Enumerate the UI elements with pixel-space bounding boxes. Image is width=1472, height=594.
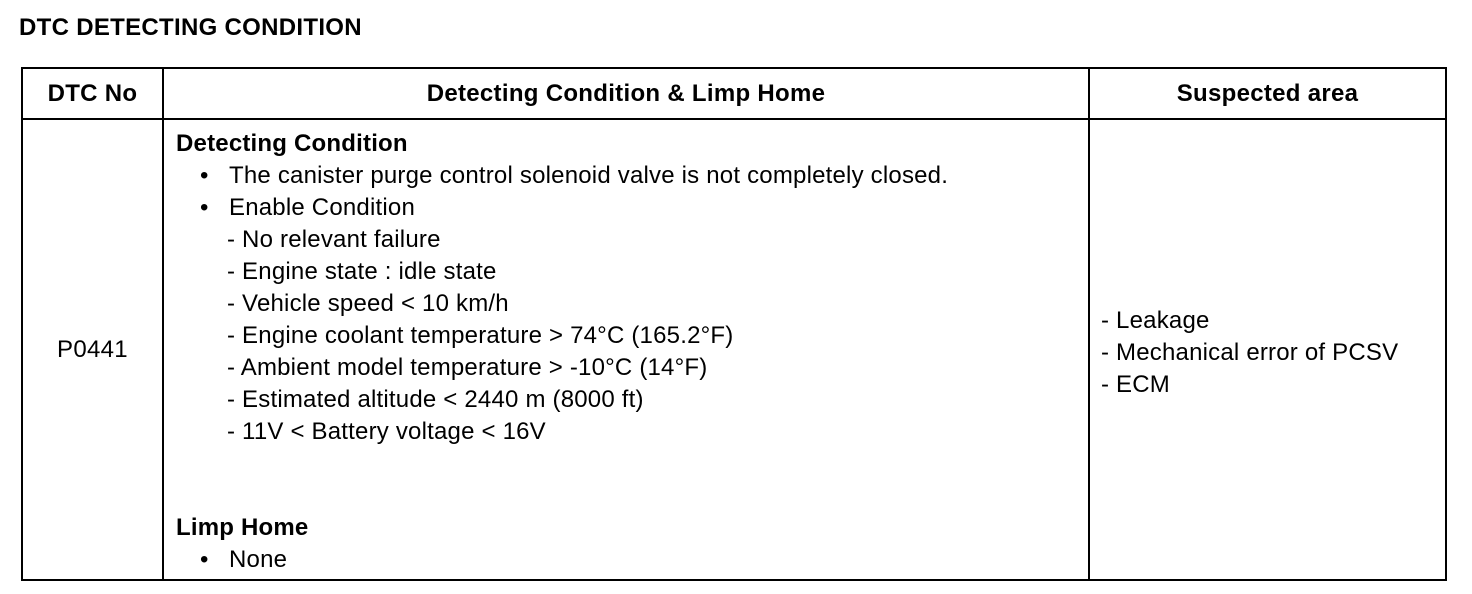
suspected-area-item: - Leakage xyxy=(1101,306,1210,334)
bullet-icon: • xyxy=(200,194,209,221)
bullet-icon: • xyxy=(200,162,209,189)
limp-home-title: Limp Home xyxy=(176,514,309,541)
enable-condition-item: - 11V < Battery voltage < 16V xyxy=(227,418,546,445)
bullet-item xyxy=(164,544,1088,576)
bullet-icon: • xyxy=(200,546,209,573)
suspected-area-cell xyxy=(1089,119,1446,580)
enable-condition-item: - Engine state : idle state xyxy=(227,258,497,285)
enable-condition-item: - Ambient model temperature > -10°C (14°F) xyxy=(227,354,708,381)
column-header-dtc-no: DTC No xyxy=(22,68,163,119)
enable-condition-item: - No relevant failure xyxy=(227,226,441,253)
enable-condition-item: - Vehicle speed < 10 km/h xyxy=(227,290,509,317)
condition-cell xyxy=(163,119,1089,580)
page-title: DTC DETECTING CONDITION xyxy=(19,14,362,41)
column-header-condition: Detecting Condition & Limp Home xyxy=(163,68,1089,119)
bullet-item xyxy=(164,192,1088,224)
enable-condition-item: - Engine coolant temperature > 74°C (165.2°F) xyxy=(227,322,734,349)
table-row xyxy=(22,119,1446,580)
suspected-area-item: - Mechanical error of PCSV xyxy=(1101,338,1399,366)
bullet-text: Enable Condition xyxy=(229,194,416,221)
dtc-table xyxy=(21,67,1447,581)
bullet-item xyxy=(164,160,1088,192)
detecting-condition-title: Detecting Condition xyxy=(176,130,408,157)
suspected-area-item: - ECM xyxy=(1101,370,1170,398)
enable-condition-item: - Estimated altitude < 2440 m (8000 ft) xyxy=(227,386,644,413)
limp-home-text: None xyxy=(229,546,288,573)
bullet-text: The canister purge control solenoid valve is not completely closed. xyxy=(229,162,949,189)
table-header-row xyxy=(22,68,1446,119)
dtc-code-cell: P0441 xyxy=(22,119,163,580)
column-header-suspected-area: Suspected area xyxy=(1089,68,1446,119)
